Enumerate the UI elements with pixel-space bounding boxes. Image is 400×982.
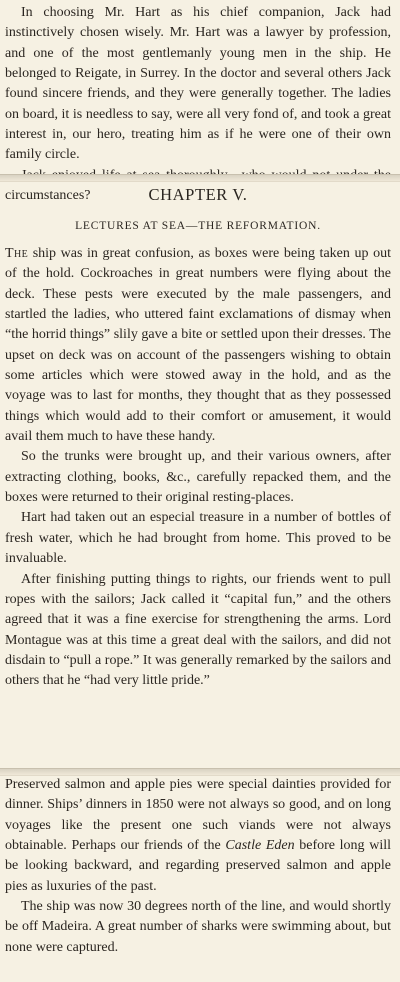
paragraph: [5, 775, 391, 897]
lead-word: The: [5, 246, 29, 261]
paragraph: Hart had taken out an especial treasure in a number of bottles of fresh water, which he had brought from home. This proved to be invaluable.: [5, 510, 391, 567]
paragraph-text: ship was in great confusion, as boxes were being taken up out of the hold. Cockroaches in great numbers were flying about the deck. These pests were executed by the male passengers, and startled the ladies, who uttered faint exclamations of dismay when “the horrid things” slily gave a bite or settled upon their dresses. The upset on deck was on account of the passengers wishing to obtain some articles which were stowed away in the hold, and as the voyage was to last for months, they thought that as they possessed things which would add to their comfort or amusement, it would avail them much to have these handy.: [5, 246, 391, 445]
paragraph: [5, 244, 391, 447]
bottom-excerpt: [0, 775, 400, 958]
paragraph: In choosing Mr. Hart as his chief companion, Jack had instinctively chosen wisely. Mr. Hart was a lawyer by profession, and one of the most gentlemanly young men in the ship. He belonged to Reigate, in Surrey. In the doctor and several others Jack found sincere friends, and they were generally together. The ladies on board, it is needless to say, were all very fond of, and took a great interest in, our hero, treating him as if he were one of their own family circle.: [5, 5, 391, 163]
ship-name: Castle Eden: [225, 838, 295, 854]
page-cut-divider: [0, 174, 400, 182]
chapter-subtitle: LECTURES AT SEA—THE REFORMATION.: [75, 220, 321, 232]
paragraph: The ship was now 30 degrees north of the line, and would shortly be off Madeira. A great number of sharks were swimming about, but none were captured.: [5, 899, 391, 955]
chapter-title: CHAPTER V.: [148, 185, 248, 204]
paragraph: So the trunks were brought up, and their various owners, after extracting clothing, books, &c., carefully repacked them, and the boxes were returned to their original resting-places.: [5, 449, 391, 506]
paragraph-text: before long will be looking backward, and regarding preserved salmon and apple pies as luxuries of the past.: [5, 838, 391, 894]
paragraph-text: Preserved salmon and apple pies were special dainties provided for dinner. Ships’ dinners in 1850 were not always so good, and on long voyages like the present one such viands were not always obtainable. Perhaps our friends of the: [5, 777, 391, 854]
paragraph: circumstances?: [5, 188, 91, 204]
paragraph: After finishing putting things to rights, our friends went to pull ropes with the sailors; Jack called it “capital fun,” and the others agreed that it was a fine exercise for strengthening the arms. Lord Montague was at this time a great deal with the sailors, and did not disdain to “pull a rope.” It was generally remarked by the sailors and others that he “had very little pride.”: [5, 571, 391, 689]
